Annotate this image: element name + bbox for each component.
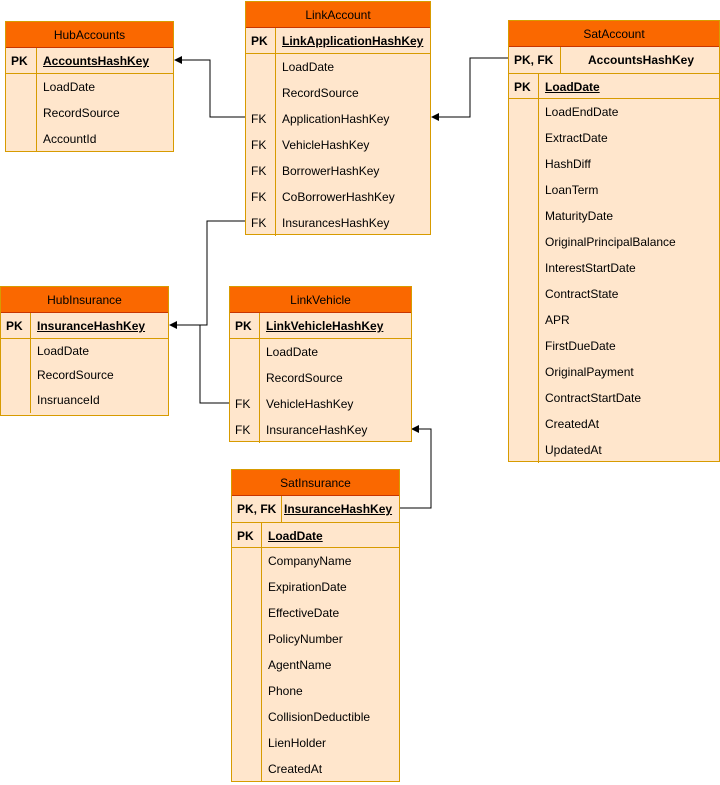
table-row[interactable] bbox=[1, 313, 168, 339]
table-row[interactable] bbox=[232, 678, 399, 704]
table-row[interactable] bbox=[246, 106, 430, 132]
hub-accounts-table[interactable] bbox=[5, 21, 174, 152]
key-label bbox=[509, 99, 539, 125]
field-name: InsruanceId bbox=[37, 393, 100, 407]
table-row[interactable] bbox=[509, 73, 719, 99]
table-row[interactable] bbox=[230, 313, 411, 339]
key-label: PK bbox=[230, 313, 260, 339]
field-name: LoadEndDate bbox=[545, 105, 619, 119]
table-row[interactable] bbox=[232, 496, 399, 522]
table-row[interactable] bbox=[232, 574, 399, 600]
table-row[interactable] bbox=[246, 54, 430, 80]
field-name: RecordSource bbox=[266, 371, 343, 385]
table-row[interactable] bbox=[509, 333, 719, 359]
table-row[interactable] bbox=[509, 385, 719, 411]
field-name: LienHolder bbox=[268, 736, 327, 750]
table-row[interactable] bbox=[246, 158, 430, 184]
table-row[interactable] bbox=[230, 417, 411, 443]
key-label: PK bbox=[6, 48, 37, 74]
key-label bbox=[246, 80, 276, 106]
key-label: FK bbox=[246, 158, 276, 184]
table-title: HubInsurance bbox=[1, 287, 168, 313]
key-label: PK bbox=[246, 28, 276, 54]
key-label bbox=[509, 307, 539, 333]
key-label: FK bbox=[246, 210, 276, 236]
field-name: APR bbox=[545, 313, 570, 327]
key-label bbox=[232, 626, 262, 652]
table-row[interactable] bbox=[509, 177, 719, 203]
field-name: InsuranceHashKey bbox=[37, 319, 146, 333]
table-row[interactable] bbox=[232, 652, 399, 678]
key-label bbox=[230, 365, 260, 391]
table-row[interactable] bbox=[246, 184, 430, 210]
key-label bbox=[6, 74, 37, 100]
field-name: LoadDate bbox=[268, 529, 323, 543]
key-label: PK bbox=[232, 523, 262, 549]
key-label: PK bbox=[1, 313, 31, 339]
field-name: OriginalPayment bbox=[545, 365, 634, 379]
table-row[interactable] bbox=[230, 339, 411, 365]
key-label bbox=[232, 652, 262, 678]
field-name: RecordSource bbox=[43, 106, 120, 120]
field-name: ContractStartDate bbox=[545, 391, 642, 405]
table-row[interactable] bbox=[246, 210, 430, 236]
table-row[interactable] bbox=[232, 626, 399, 652]
table-row[interactable] bbox=[509, 307, 719, 333]
link-vehicle-table[interactable] bbox=[229, 286, 412, 442]
field-name: BorrowerHashKey bbox=[282, 164, 380, 178]
field-name: CreatedAt bbox=[545, 417, 600, 431]
table-row[interactable] bbox=[509, 125, 719, 151]
field-name: AccountId bbox=[43, 132, 97, 146]
key-label: FK bbox=[230, 417, 260, 443]
key-label bbox=[230, 339, 260, 365]
table-row[interactable] bbox=[232, 522, 399, 548]
key-label bbox=[232, 574, 262, 600]
field-name: VehicleHashKey bbox=[282, 138, 370, 152]
sat-insurance-table[interactable] bbox=[231, 469, 400, 782]
field-name: PolicyNumber bbox=[268, 632, 343, 646]
key-label bbox=[6, 100, 37, 126]
field-name: EffectiveDate bbox=[268, 606, 340, 620]
table-row[interactable] bbox=[509, 151, 719, 177]
key-label: FK bbox=[246, 106, 276, 132]
table-row[interactable] bbox=[6, 100, 173, 126]
table-row[interactable] bbox=[230, 365, 411, 391]
field-name: AccountsHashKey bbox=[587, 53, 695, 67]
table-row[interactable] bbox=[232, 548, 399, 574]
field-name: VehicleHashKey bbox=[266, 397, 354, 411]
field-name: CreatedAt bbox=[268, 762, 323, 776]
key-label bbox=[509, 125, 539, 151]
field-name: LoadDate bbox=[545, 80, 600, 94]
table-row[interactable] bbox=[246, 80, 430, 106]
table-row[interactable] bbox=[509, 255, 719, 281]
field-name: InterestStartDate bbox=[545, 261, 636, 275]
key-label bbox=[509, 385, 539, 411]
table-title: LinkAccount bbox=[246, 2, 430, 28]
key-label bbox=[509, 255, 539, 281]
table-row[interactable] bbox=[1, 339, 168, 363]
field-name: LinkVehicleHashKey bbox=[266, 319, 384, 333]
key-label bbox=[232, 730, 262, 756]
field-name: LoanTerm bbox=[545, 183, 599, 197]
key-label: PK, FK bbox=[509, 47, 561, 73]
key-label bbox=[232, 704, 262, 730]
key-label bbox=[232, 548, 262, 574]
table-title: SatInsurance bbox=[232, 470, 399, 496]
key-label bbox=[1, 363, 31, 387]
field-name: LoadDate bbox=[266, 345, 319, 359]
table-row[interactable] bbox=[509, 281, 719, 307]
field-name: RecordSource bbox=[282, 86, 359, 100]
table-row[interactable] bbox=[509, 99, 719, 125]
key-label bbox=[509, 281, 539, 307]
field-name: ApplicationHashKey bbox=[282, 112, 390, 126]
key-label bbox=[1, 339, 31, 363]
key-label bbox=[509, 333, 539, 359]
field-name: AgentName bbox=[268, 658, 332, 672]
field-name: InsurancesHashKey bbox=[282, 216, 390, 230]
field-name: InsuranceHashKey bbox=[284, 502, 393, 516]
table-row[interactable] bbox=[509, 411, 719, 437]
field-name: ExpirationDate bbox=[268, 580, 347, 594]
table-row[interactable] bbox=[6, 126, 173, 152]
table-row[interactable] bbox=[1, 387, 168, 413]
table-row[interactable] bbox=[246, 132, 430, 158]
field-name: CollisionDeductible bbox=[268, 710, 371, 724]
table-row[interactable] bbox=[246, 28, 430, 54]
edge-linkvehicle-to-hubinsurance bbox=[170, 325, 230, 403]
key-label: FK bbox=[230, 391, 260, 417]
key-label: FK bbox=[246, 132, 276, 158]
field-name: RecordSource bbox=[37, 368, 114, 382]
edge-sataccount-to-linkaccount bbox=[432, 58, 508, 117]
field-name: LoadDate bbox=[282, 60, 335, 74]
table-title: LinkVehicle bbox=[230, 287, 411, 313]
key-label: PK, FK bbox=[232, 496, 282, 522]
table-title: SatAccount bbox=[509, 21, 719, 47]
table-row[interactable] bbox=[232, 730, 399, 756]
key-label bbox=[6, 126, 37, 152]
key-label bbox=[509, 359, 539, 385]
sat-account-table[interactable] bbox=[508, 20, 720, 462]
key-label bbox=[509, 411, 539, 437]
key-label bbox=[509, 229, 539, 255]
table-row[interactable] bbox=[6, 74, 173, 100]
hub-insurance-table[interactable] bbox=[0, 286, 169, 416]
key-label: FK bbox=[246, 184, 276, 210]
table-title: HubAccounts bbox=[6, 22, 173, 48]
key-label bbox=[509, 437, 539, 463]
field-name: LoadDate bbox=[37, 344, 90, 358]
key-label bbox=[509, 177, 539, 203]
key-label bbox=[1, 387, 31, 413]
table-row[interactable] bbox=[232, 756, 399, 782]
table-row[interactable] bbox=[509, 203, 719, 229]
key-label bbox=[509, 203, 539, 229]
table-row[interactable] bbox=[509, 359, 719, 385]
field-name: CoBorrowerHashKey bbox=[282, 190, 395, 204]
field-name: InsuranceHashKey bbox=[266, 423, 368, 437]
table-row[interactable] bbox=[1, 363, 168, 387]
table-row[interactable] bbox=[230, 391, 411, 417]
field-name: ExtractDate bbox=[545, 131, 608, 145]
table-row[interactable] bbox=[509, 437, 719, 463]
table-row[interactable] bbox=[232, 704, 399, 730]
edge-linkaccount-to-hubaccounts bbox=[175, 60, 246, 117]
table-row[interactable] bbox=[232, 600, 399, 626]
key-label bbox=[509, 151, 539, 177]
field-name: HashDiff bbox=[545, 157, 591, 171]
table-row[interactable] bbox=[6, 48, 173, 74]
key-label: PK bbox=[509, 74, 539, 100]
field-name: OriginalPrincipalBalance bbox=[545, 235, 676, 249]
field-name: ContractState bbox=[545, 287, 619, 301]
field-name: UpdatedAt bbox=[545, 443, 602, 457]
field-name: MaturityDate bbox=[545, 209, 614, 223]
key-label bbox=[232, 678, 262, 704]
field-name: AccountsHashKey bbox=[43, 54, 150, 68]
table-row[interactable] bbox=[509, 47, 719, 73]
key-label bbox=[232, 600, 262, 626]
field-name: LoadDate bbox=[43, 80, 96, 94]
key-label bbox=[232, 756, 262, 782]
field-name: Phone bbox=[268, 684, 303, 698]
field-name: FirstDueDate bbox=[545, 339, 616, 353]
table-row[interactable] bbox=[509, 229, 719, 255]
field-name: CompanyName bbox=[268, 554, 352, 568]
link-account-table[interactable] bbox=[245, 1, 431, 235]
key-label bbox=[246, 54, 276, 80]
field-name: LinkApplicationHashKey bbox=[282, 34, 424, 48]
